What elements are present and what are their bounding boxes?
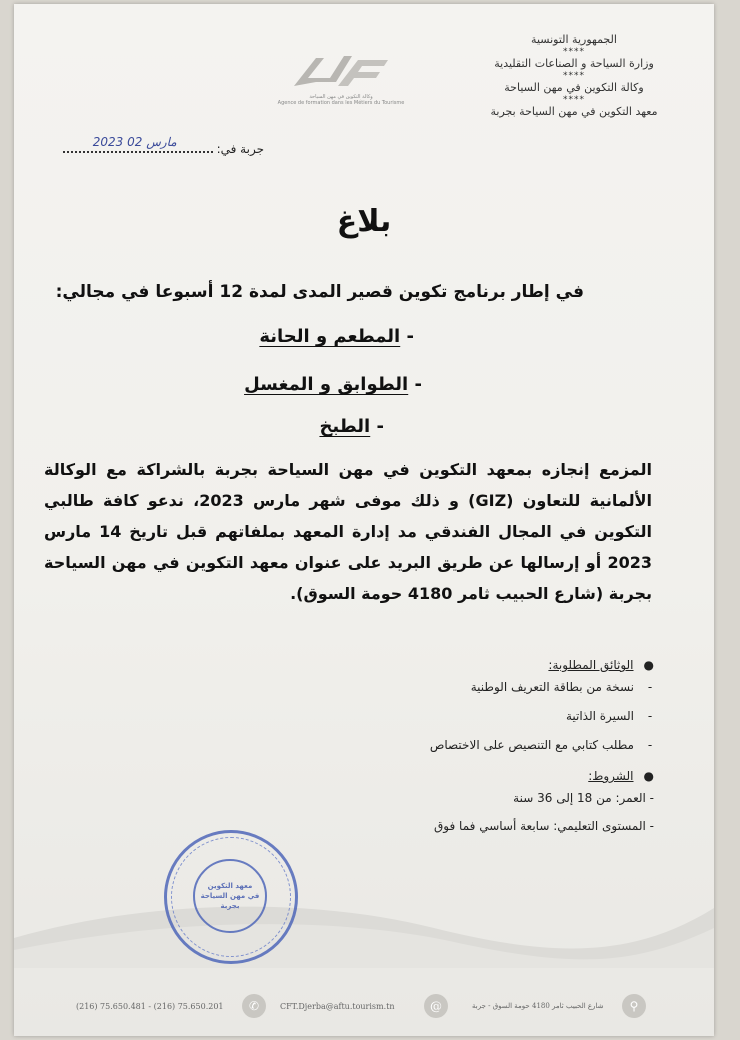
logo-text-fr: Agence de formation dans les Métiers du Tourisme <box>277 100 405 106</box>
separator-stars: **** <box>563 95 585 105</box>
phone-icon: ✆ <box>242 994 266 1018</box>
conditions-heading: الشروط: <box>588 769 634 783</box>
bullet-icon: ● <box>643 769 654 783</box>
field-label: الطوابق و المغسل <box>244 374 409 395</box>
agency-name: وكالة التكوين في مهن السياحة <box>504 81 644 94</box>
field-dash: - <box>414 374 422 395</box>
logo-text-ar: وكالة التكوين في مهن السياحة <box>309 94 373 100</box>
footer-phones: (216) 75.650.481 - (216) 75.650.201 <box>76 1002 224 1011</box>
body-paragraph: المزمع إنجازه بمعهد التكوين في مهن السياحة بجربة بالشراكة مع الوكالة الألمانية للتعاون (GIZ) و ذلك موفى شهر مارس 2023، ندعو كافة طالبي التكوين في المجال الفندقي مد إدارة المعهد بملفاتهم قبل تاريخ 14 مارس 2023 أو إرسالها عن طريق البريد على عنوان معهد التكوين في مهن السياحة بجربة (شارع الحبيب ثامر 4180 حومة السوق). <box>44 460 653 603</box>
intro-line: في إطار برنامج تكوين قصير المدى لمدة 12 أسبوعا في مجالي: <box>55 282 584 302</box>
republic-name: الجمهورية التونسية <box>531 33 617 46</box>
stamp-center <box>193 859 267 933</box>
condition-item: - العمر: من 18 إلى 36 سنة <box>513 791 654 805</box>
field-label: الطبخ <box>319 416 371 437</box>
conditions-heading-row <box>294 769 654 783</box>
field-dash: - <box>376 416 384 437</box>
agency-logo <box>276 48 406 120</box>
stamp-line: بجربة <box>220 902 240 910</box>
decorative-wave <box>14 888 714 968</box>
footer-address: شارع الحبيب ثامر 4180 حومة السوق - جربة <box>472 1002 604 1010</box>
date-dots <box>63 135 213 153</box>
official-stamp <box>164 830 298 964</box>
date-label: جربة في: <box>216 142 264 156</box>
document-item: نسخة من بطاقة التعريف الوطنية <box>470 680 634 694</box>
date-stamp: 2023 ﻣﺎﺭﺱ 02 <box>92 135 177 149</box>
separator-stars: **** <box>563 47 585 57</box>
footer <box>14 992 714 1022</box>
bullet-icon: ● <box>643 658 654 672</box>
separator-stars: **** <box>563 71 585 81</box>
institute-name: معهد التكوين في مهن السياحة بجربة <box>490 105 658 118</box>
email-icon: @ <box>424 994 448 1018</box>
documents-heading: الوثائق المطلوبة: <box>548 658 634 672</box>
logo-mark-icon <box>286 48 396 90</box>
stamp-line: في مهن السياحة <box>200 892 260 900</box>
footer-email: CFT.Djerba@aftu.tourism.tn <box>280 1002 395 1011</box>
dash-marker: - <box>647 738 653 752</box>
date-line <box>34 135 264 156</box>
dash-marker: - <box>647 680 653 694</box>
field-label: المطعم و الحانة <box>259 326 401 347</box>
list-item <box>294 680 656 709</box>
requirements-section <box>294 658 654 841</box>
document-page <box>14 4 714 1036</box>
document-title: بلاغ <box>336 204 392 239</box>
condition-item: - المستوى التعليمي: سابعة أساسي فما فوق <box>434 819 654 833</box>
document-item: السيرة الذاتية <box>565 709 634 723</box>
field-item <box>244 374 422 395</box>
dash-marker: - <box>647 709 653 723</box>
documents-heading-row <box>294 658 654 672</box>
stamp-line: معهد التكوين <box>207 882 253 890</box>
ministry-name: وزارة السياحة و الصناعات التقليدية <box>494 57 654 70</box>
document-item: مطلب كتابي مع التنصيص على الاختصاص <box>429 738 634 752</box>
field-item <box>259 326 414 347</box>
field-dash: - <box>406 326 414 347</box>
letterhead <box>454 32 694 120</box>
list-item <box>294 709 656 738</box>
location-pin-icon: ⚲ <box>622 994 646 1018</box>
field-item <box>319 416 384 437</box>
list-item <box>294 738 656 767</box>
